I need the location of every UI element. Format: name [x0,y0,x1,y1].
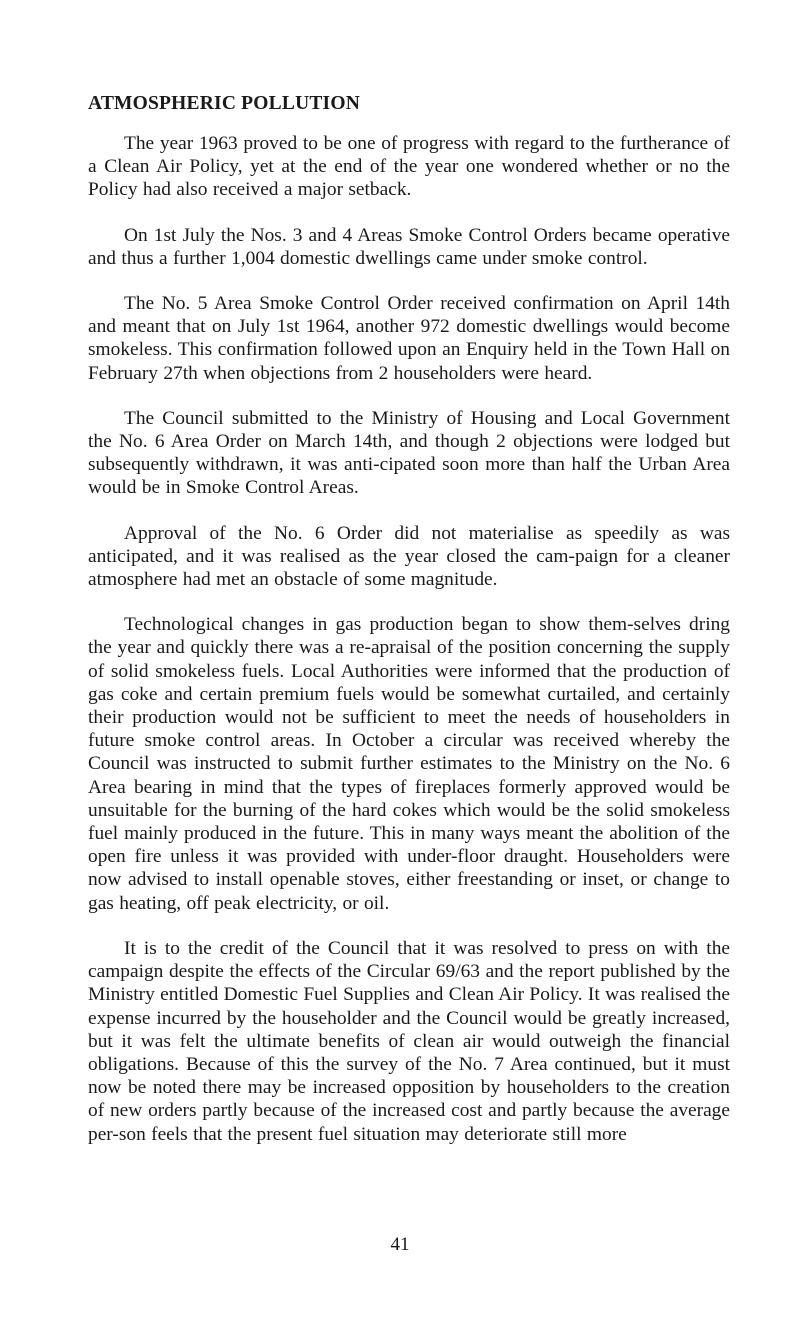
paragraph-2: On 1st July the Nos. 3 and 4 Areas Smoke Control Orders became operative and thus a further 1,004 domestic dwellings came under smoke control. [88,224,730,269]
paragraph-4: The Council submitted to the Ministry of Housing and Local Government the No. 6 Area Order on March 14th, and though 2 objections were lodged but subsequently withdrawn, it was anti-cipated soon more than half the Urban Area would be in Smoke Control Areas. [88,407,730,499]
paragraph-1: The year 1963 proved to be one of progress with regard to the furtherance of a Clean Air Policy, yet at the end of the year one wondered whether or no the Policy had also received a major setback. [88,133,730,201]
page-number: 41 [390,1234,410,1255]
paragraph-3: The No. 5 Area Smoke Control Order received confirmation on April 14th and meant that on July 1st 1964, another 972 domestic dwellings would become smokeless. This confirmation followed upon an Enquiry held in the Town Hall on February 27th when objections from 2 householders were heard. [88,293,730,384]
paragraph-7: It is to the credit of the Council that it was resolved to press on with the campaign despite the effects of the Circular 69/63 and the report published by the Ministry entitled Domestic Fuel Supplies and Clean Air Policy. It was realised the expense incurred by the householder and the Council would be greatly increased, but it was felt the ultimate benefits of clean air would outweigh the financial obligations. Because of this the survey of the No. 7 Area continued, but it must now be noted there may be increased opposition by householders to the creation of new orders partly because of the increased cost and partly because the average per-son feels that the present fuel situation may deteriorate still more [88,937,730,1145]
paragraph-5: Approval of the No. 6 Order did not materialise as speedily as was anticipated, and it was realised as the year closed the cam-paign for a cleaner atmosphere had met an obstacle of some magnitude. [88,522,730,591]
paragraph-6: Technological changes in gas production began to show them-selves dring the year and quickly there was a re-apraisal of the position concerning the supply of solid smokeless fuels. Local Authorities were informed that the production of gas coke and certain premium fuels would be somewhat curtailed, and certainly their production would not be sufficient to meet the needs of householders in future smoke control areas. In October a circular was received whereby the Council was instructed to submit further estimates to the Ministry on the No. 6 Area bearing in mind that the types of fireplaces formerly approved would be unsuitable for the burning of the hard cokes which would be the solid smokeless fuel mainly produced in the future. This in many ways meant the abolition of the open fire unless it was provided with under-floor draught. Householders were now advised to install openable stoves, either freestanding or inset, or change to gas heating, off peak electricity, or oil. [88,614,730,914]
section-heading: ATMOSPHERIC POLLUTION [88,93,360,114]
document-page [88,92,730,1168]
